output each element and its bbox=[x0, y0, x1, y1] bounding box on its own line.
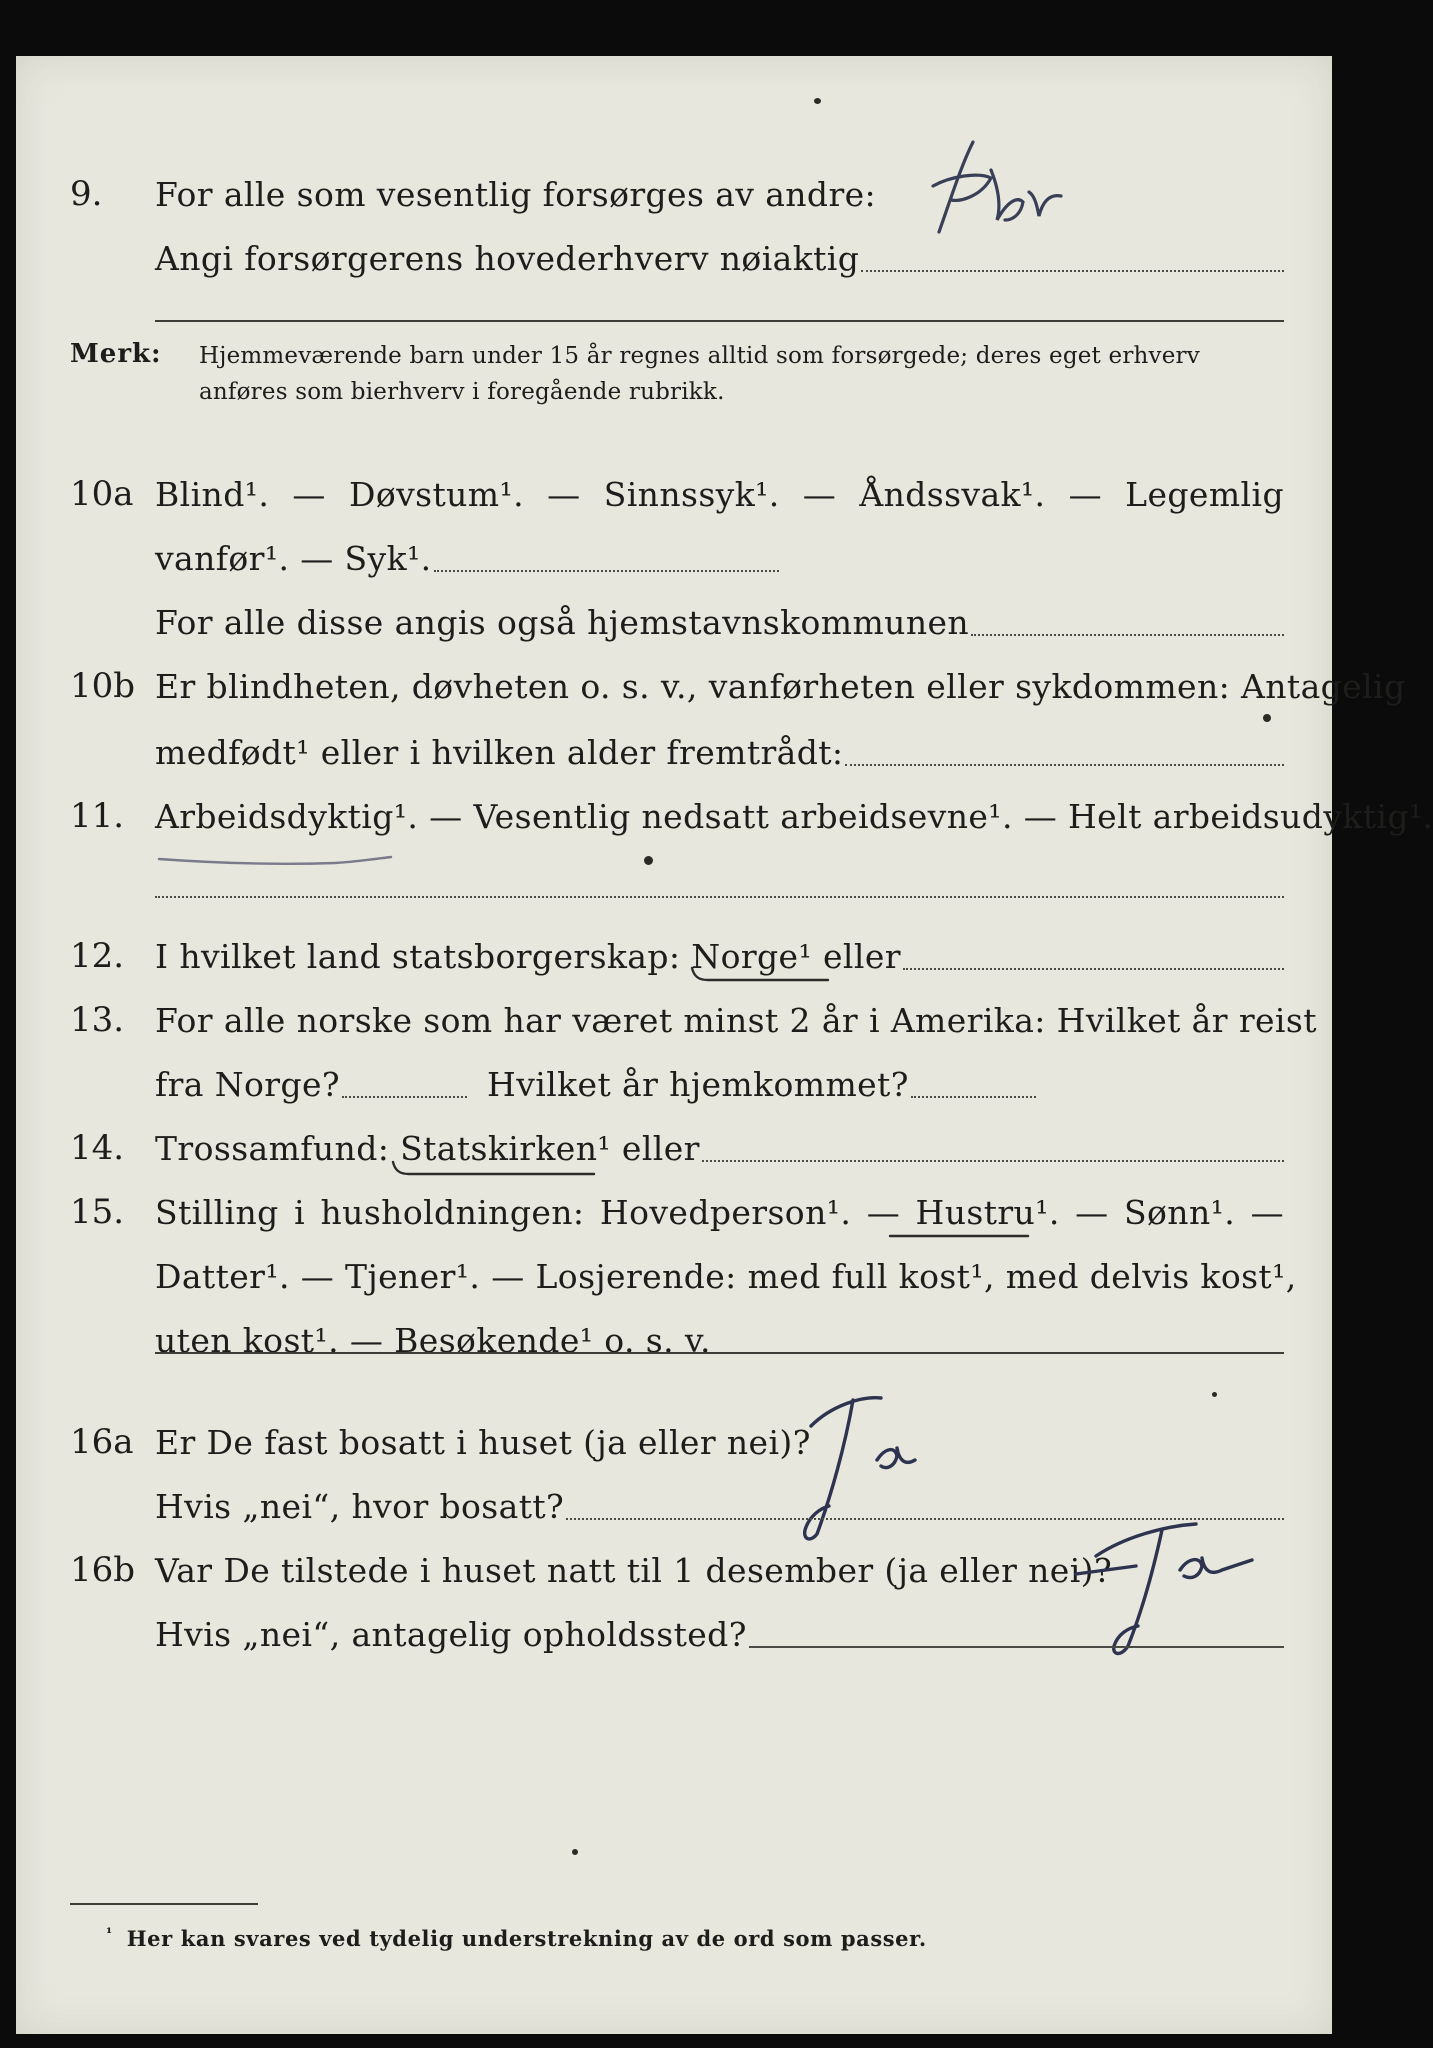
q10b-number: 10b bbox=[70, 666, 136, 706]
q14-question: Trossamfund: Statskirken¹ eller bbox=[155, 1129, 700, 1168]
q13-line1 bbox=[16, 982, 1332, 1046]
q13-hjemkommet: Hvilket år hjemkommet? bbox=[487, 1065, 909, 1104]
q16a-answer-text: Ja bbox=[781, 1341, 797, 1360]
q11-line1 bbox=[16, 778, 1433, 842]
q14-line1 bbox=[16, 1110, 1332, 1174]
q15-options: Stilling i husholdningen: Hovedperson¹. — Hustru¹. — Sønn¹. — bbox=[155, 1193, 1284, 1232]
paper-speck bbox=[814, 98, 821, 104]
q16b-answer-text: Ja bbox=[1076, 1481, 1092, 1500]
q9-line1 bbox=[16, 156, 1332, 220]
footnote bbox=[106, 1926, 927, 1951]
q9-question: For alle som vesentlig forsørges av andre: bbox=[155, 175, 877, 214]
q10a-options: Blind¹. — Døvstum¹. — Sinnssyk¹. — Åndssvak¹. — Legemlig bbox=[155, 475, 1284, 514]
q14-number: 14. bbox=[70, 1128, 125, 1168]
q12-number: 12. bbox=[70, 936, 125, 976]
q11-answer-line[interactable] bbox=[155, 896, 1284, 898]
merk-note-line1: Hjemmeværende barn under 15 år regnes alltid som forsørgede; deres eget erhverv bbox=[199, 343, 1200, 369]
q14-answer-line[interactable] bbox=[702, 1154, 1284, 1162]
q10b-line1 bbox=[16, 648, 1406, 712]
q13-reist: fra Norge? bbox=[155, 1065, 341, 1104]
q13-reist-line[interactable] bbox=[342, 1090, 467, 1098]
q11-number: 11. bbox=[70, 796, 125, 836]
q16a-question: Er De fast bosatt i huset (ja eller nei)? bbox=[155, 1423, 811, 1462]
q10a-hjemstavn-line[interactable] bbox=[971, 628, 1284, 636]
paper-speck bbox=[572, 1849, 578, 1855]
q10b-question-2: medfødt¹ eller i hvilken alder fremtrådt: bbox=[155, 733, 844, 772]
q15-options-2: Datter¹. — Tjener¹. — Losjerende: med full kost¹, med delvis kost¹, bbox=[155, 1257, 1297, 1296]
q16b-line2 bbox=[16, 1596, 1332, 1660]
q10a-hjemstavn: For alle disse angis også hjemstavnskommunen bbox=[155, 603, 970, 642]
paper-speck bbox=[1263, 714, 1271, 722]
q9-question-2: Angi forsørgerens hovederhverv nøiaktig bbox=[155, 239, 860, 278]
q10a-number: 10a bbox=[70, 474, 134, 514]
footnote-text: Her kan svares ved tydelig understrekning av de ord som passer. bbox=[126, 1926, 927, 1951]
q15-line3 bbox=[16, 1302, 1332, 1366]
q16b-answer-line[interactable] bbox=[749, 1640, 1284, 1648]
q16b-number: 16b bbox=[70, 1550, 136, 1590]
footnote-rule bbox=[70, 1903, 258, 1905]
q9-number: 9. bbox=[70, 174, 103, 214]
q12-question: I hvilket land statsborgerskap: Norge¹ eller bbox=[155, 937, 901, 976]
q13-number: 13. bbox=[70, 1000, 125, 1040]
q10a-line3 bbox=[16, 584, 1332, 648]
census-form-page bbox=[16, 56, 1433, 2034]
q15-options-3: uten kost¹. — Besøkende¹ o. s. v. bbox=[155, 1321, 711, 1360]
q16a-number: 16a bbox=[70, 1422, 134, 1462]
q10b-line2 bbox=[16, 714, 1332, 778]
q16a-line1 bbox=[16, 1404, 1332, 1468]
q11-options: Arbeidsdyktig¹. — Vesentlig nedsatt arbeidsevne¹. — Helt arbeidsudyktig¹. bbox=[155, 797, 1433, 836]
q16b-question: Var De tilstede i huset natt til 1 desember (ja eller nei)? bbox=[155, 1551, 1113, 1590]
paper-speck bbox=[1212, 1392, 1217, 1397]
q12-answer-line[interactable] bbox=[903, 962, 1284, 970]
q15-line2 bbox=[16, 1238, 1332, 1302]
q9-answer-line[interactable] bbox=[861, 264, 1284, 272]
q13-question: For alle norske som har været minst 2 år i Amerika: Hvilket år reist bbox=[155, 1001, 1317, 1040]
q10b-answer-line[interactable] bbox=[845, 758, 1284, 766]
q13-line2 bbox=[16, 1046, 1332, 1110]
q10a-options-2: vanfør¹. — Syk¹. bbox=[155, 539, 432, 578]
q9-line2 bbox=[16, 220, 1332, 284]
q16a-bosatt: Hvis „nei“, hvor bosatt? bbox=[155, 1487, 565, 1526]
q10a-line1 bbox=[16, 456, 1332, 520]
q10a-line2 bbox=[16, 520, 1332, 584]
merk-label: Merk: bbox=[70, 339, 162, 369]
q12-line1 bbox=[16, 918, 1332, 982]
q10b-question: Er blindheten, døvheten o. s. v., vanførheten eller sykdommen: Antagelig bbox=[155, 667, 1406, 706]
q13-hjemkommet-line[interactable] bbox=[911, 1090, 1036, 1098]
q11-underline-mark bbox=[155, 851, 395, 871]
q9-handwritten-answer bbox=[921, 136, 1101, 246]
merk-note bbox=[199, 338, 1289, 410]
q15-number: 15. bbox=[70, 1192, 125, 1232]
section-rule bbox=[155, 320, 1284, 322]
q10a-answer-line[interactable] bbox=[434, 564, 779, 572]
q16b-opholdssted: Hvis „nei“, antagelig opholdssted? bbox=[155, 1615, 747, 1654]
q15-line1 bbox=[16, 1174, 1332, 1238]
paper-speck bbox=[644, 856, 653, 865]
merk-note-line2: anføres som bierhverv i foregående rubrikk. bbox=[199, 379, 725, 405]
section-rule-2 bbox=[155, 1352, 1284, 1354]
footnote-mark: ¹ bbox=[106, 1926, 113, 1942]
